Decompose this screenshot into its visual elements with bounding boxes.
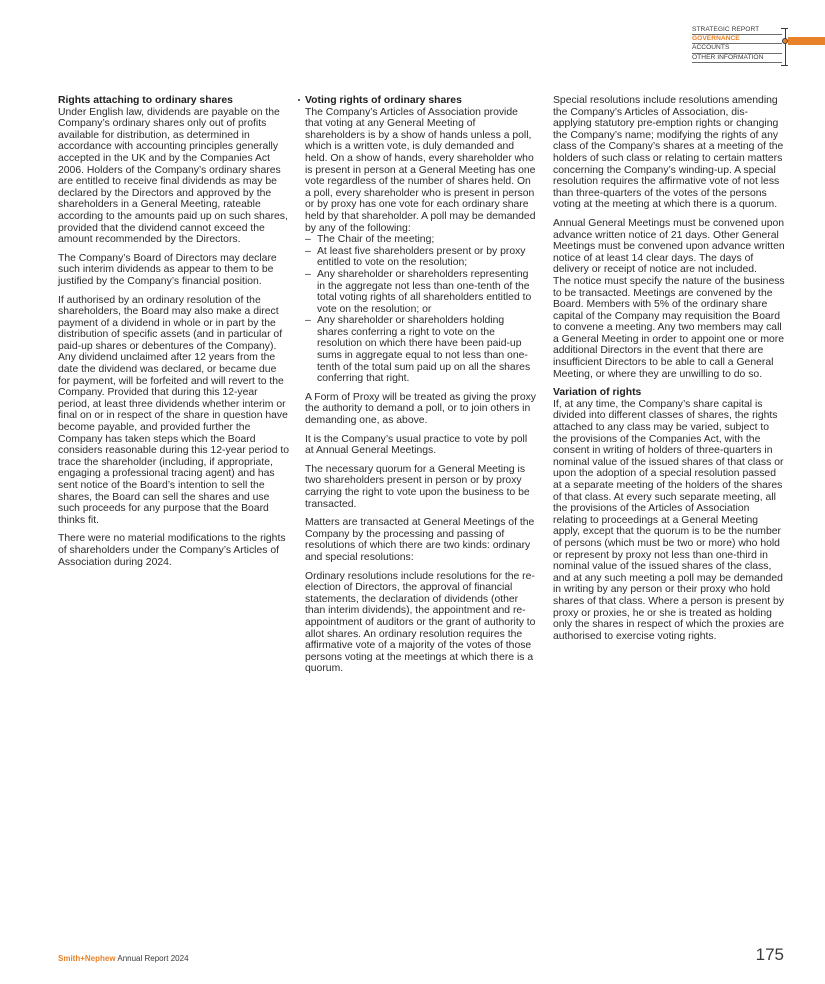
paragraph: Annual General Meetings must be convened upon advance written notice of 21 days. Other General Meetings must be convened upon advance written notice of at least 14 clear days. The days of delivery or receipt of notice are not included. (553, 217, 785, 276)
heading-voting-rights: Voting rights of ordinary shares (305, 95, 462, 106)
list-item: – The Chair of the meeting; (305, 234, 537, 246)
nav-strategic-report[interactable]: STRATEGIC REPORT (692, 26, 782, 35)
poll-demand-list (305, 234, 537, 385)
list-item: – Any shareholder or shareholders representing in the aggregate not less than one-tenth of the total voting rights of all shareholders entitled to vote on the resolution; or (305, 269, 537, 315)
section-nav (692, 26, 782, 63)
list-item: – At least five shareholders present or by proxy entitled to vote on the resolution; (305, 246, 537, 269)
nav-rail (785, 28, 786, 66)
paragraph: The Company’s Articles of Association provide that voting at any General Meeting of shareholders is by a show of hands unless a poll, which is a written vote, is duly demanded and held. On a show of hands, every shareholder who is present in person at a General Meeting has one vote regardless of the number of shares held. On a poll, every shareholder who is present in person or by proxy has one vote for each ordinary share held by that shareholder. A poll may be demanded by any of the following: (305, 106, 536, 234)
list-item: – Any shareholder or shareholders holding shares conferring a right to vote on the resolution on which there have been paid-up sums in aggregate equal to not less than one-tenth of the total sum paid up on all the shares conferring that right. (305, 315, 537, 385)
paragraph: There were no material modifications to the rights of shareholders under the Company’s Articles of Association during 2024. (58, 533, 286, 568)
paragraph: If, at any time, the Company’s share capital is divided into different classes of shares, the rights attached to any class may be varied, subject to the provisions of the Companies Act, with the consent in writing of holders of three-quarters in nominal value of the issued shares of that class or upon the adoption of a special resolution passed at a separate meeting of the holders of the shares of that class. At every such separate meeting, all the provisions of the Articles of Association relating to proceedings at a General Meeting apply, except that the quorum is to be the number of persons (which must be two or more) who hold or represent by proxy not less than one-third in nominal value of the issued shares of the class, and at any such meeting a poll may be demanded in writing by any person or their proxy who hold shares of that class. Where a person is present by proxy or proxies, he or she is treated as holding only the shares in respect of which the proxies are authorised to exercise voting rights. (553, 398, 785, 642)
paragraph: Special resolutions include resolutions amending the Company’s Articles of Association, dis-applying statutory pre-emption rights or changing the Company’s name; modifying the rights of any class of the Company’s shares at a meeting of the holders of such class or relating to certain matters concerning the Company’s winding-up. A special resolution requires the affirmative vote of not less than three-quarters of the votes of the persons voting at the meeting at which there is a quorum. (553, 95, 784, 211)
paragraph: If authorised by an ordinary resolution of the shareholders, the Board may also make a direct payment of a dividend in whole or in part by the distribution of specific assets (and in particular of paid-up shares or debentures of the Company). (58, 294, 283, 352)
column-3 (553, 95, 785, 649)
paragraph: A Form of Proxy will be treated as giving the proxy the authority to demand a poll, or to join others in demanding one, as above. (305, 391, 537, 427)
paragraph: Under English law, dividends are payable on the Company’s ordinary shares only out of profits available for distribution, as determined in accordance with accounting principles generally accepted in the UK and by the Companies Act 2006. Holders of the Company’s ordinary shares are entitled to receive final dividends as may be declared by the Directors and approved by the shareholders in a General Meeting, rateable according to the amounts paid up on such shares, provided that the dividend cannot exceed the amount recommended by the Directors. (58, 106, 288, 246)
nav-other-information[interactable]: OTHER INFORMATION (692, 54, 782, 63)
nav-tick-top (781, 28, 788, 29)
nav-accounts[interactable]: ACCOUNTS (692, 44, 782, 53)
column-2 (305, 95, 537, 682)
brand-name: Smith+Nephew (58, 954, 116, 963)
column-dot-marker (298, 99, 300, 101)
nav-governance[interactable]: GOVERNANCE (692, 35, 782, 44)
paragraph: The necessary quorum for a General Meeting is two shareholders present in person or by proxy carrying the right to vote upon the business to be transacted. (305, 463, 530, 510)
nav-tick-bottom (781, 65, 788, 66)
nav-active-dot (782, 38, 788, 44)
paragraph: Matters are transacted at General Meetings of the Company by the processing and passing of resolutions of which there are two kinds: ordinary and special resolutions: (305, 517, 535, 563)
footer-brand (58, 954, 189, 963)
page-number: 175 (755, 945, 784, 964)
paragraph: The Company’s Board of Directors may declare such interim dividends as appear to them to be justified by the Company’s financial position. (58, 252, 277, 287)
paragraph: Any dividend unclaimed after 12 years from the date the dividend was declared, or became due for payment, will be forfeited and will revert to the Company. Provided that during this 12-year period, at least three dividends whether interim or final on or in respect of the share in question have become payable, and provided further the Company has taken steps which the Board considers reasonable during this 12-year period to trace the shareholder (including, if appropriate, engaging a professional tracing agent) and has sent notice of the Board’s intention to sell the shares, the Board can sell the shares and use such proceeds for any purpose that the Board thinks fit. (58, 352, 290, 526)
paragraph: Ordinary resolutions include resolutions for the re-election of Directors, the approval of financial statements, the declaration of dividends (other than interim dividends), the appointment and re-appointment of auditors or the grant of authority to allot shares. An ordinary resolution requires the affirmative vote of a majority of the votes of those persons voting at the meetings at which there is a quorum. (305, 570, 536, 675)
column-1 (58, 95, 290, 575)
paragraph: The notice must specify the nature of the business to be transacted. Meetings are convened by the Board. Members with 5% of the ordinary share capital of the Company may requisition the Board to convene a meeting. Any two members may call a General Meeting in order to appoint one or more additional Directors in the event that there are insufficient Directors to be able to call a General Meeting, or where they are unwilling to do so. (553, 275, 785, 380)
nav-active-marker (788, 37, 825, 45)
paragraph: It is the Company’s usual practice to vote by poll at Annual General Meetings. (305, 433, 528, 457)
report-title: Annual Report 2024 (115, 954, 189, 963)
heading-rights-attaching: Rights attaching to ordinary shares (58, 95, 233, 106)
heading-variation-of-rights: Variation of rights (553, 387, 642, 399)
